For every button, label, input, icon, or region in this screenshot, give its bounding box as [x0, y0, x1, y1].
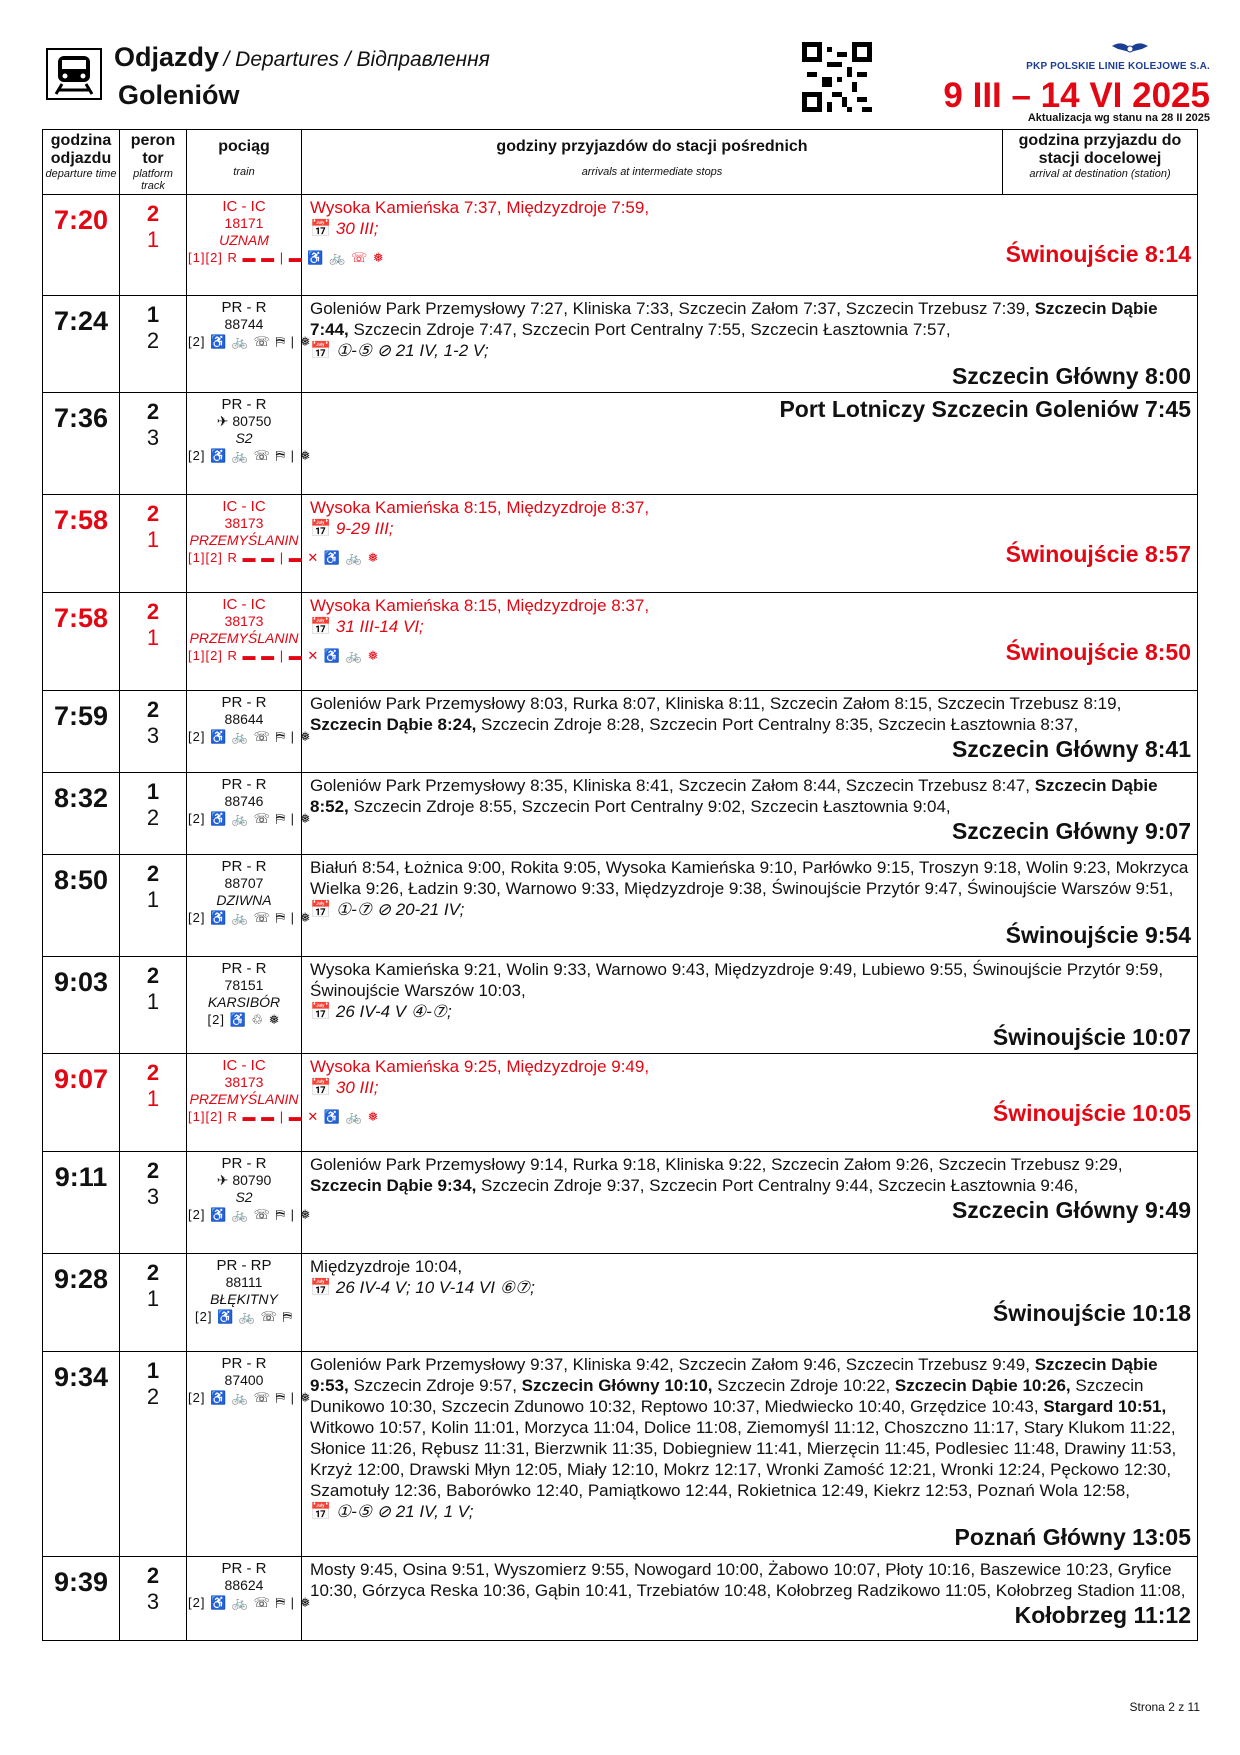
intermediate-stops: Białuń 8:54, Łożnica 9:00, Rokita 9:05, Wysoka Kamieńska 9:10, Parłówko 9:15, Troszyn 9:18, Wolin 9:23, Mokrzyca Wielka 9:26, Ładzin 9:30, Warnowo 9:33, Międzyzdroje 9:38, Świnoujście Przytór 9:47, Świnoujście Warszów 9:51,	[310, 858, 1189, 898]
intermediate-stops: Wysoka Kamieńska 7:37, Międzyzdroje 7:59,	[310, 198, 650, 217]
table-row	[43, 296, 1198, 393]
platform-track: 2 1	[120, 855, 187, 957]
intermediate-stops: Goleniów Park Przemysłowy 9:37, Kliniska 9:42, Szczecin Załom 9:46, Szczecin Trzebusz 9:49, Szczecin Dąbie 9:53, Szczecin Zdroje 9:57, Szczecin Główny 10:10, Szczecin Zdroje 10:22, Szczecin Dąbie 10:26, Szczecin Dunikowo 10:30, Szczecin Zdunowo 10:32, Reptowo 10:37, Miedwiecko 10:40, Grzędzice 10:43, Stargard 10:51, Witkowo 10:57, Kolin 11:01, Morzyca 11:04, Dolice 11:08, Ziemomyśl 11:12, Choszczno 11:17, Stary Klukom 11:22, Słonice 11:26, Rębusz 11:31, Bierzwnik 11:35, Dobiegniew 11:41, Mierzęcin 11:45, Podlesiec 11:48, Drawiny 11:53, Krzyż 12:00, Drawski Młyn 12:05, Miały 12:10, Mokrz 12:17, Wronki Zamość 12:21, Wronki 12:24, Pęckowo 12:30, Szamotuły 12:36, Baborówko 12:40, Pamiątkowo 12:44, Rokietnica 12:49, Kiekrz 12:53, Poznań Wola 12:58,	[310, 1355, 1177, 1500]
train-category: PR - R	[221, 776, 267, 793]
route-cell	[302, 773, 1198, 855]
destination: Świnoujście 8:50	[1005, 639, 1191, 665]
train-number: ✈ 80790	[216, 1172, 272, 1188]
train-amenity-icons: [1][2] R ▬ ▬ | ▬ ✕ ♿ 🚲 ❅	[188, 1109, 380, 1124]
table-row	[43, 1152, 1198, 1254]
train-amenity-icons: [2] ♿ 🚲 ☏ ⛿ | ❅	[188, 811, 312, 826]
update-date: Aktualizacja wg stanu na 28 II 2025	[1027, 112, 1210, 124]
platform-track: 2 1	[120, 593, 187, 691]
platform-track: 2 1	[120, 1254, 187, 1352]
train-number: 88744	[224, 316, 264, 332]
train-info	[187, 296, 312, 393]
route-cell	[302, 1557, 1198, 1641]
train-number: 88746	[224, 793, 264, 809]
train-name: PRZEMYŚLANIN	[189, 1091, 299, 1107]
table-row	[43, 393, 1198, 495]
train-name: BŁĘKITNY	[210, 1291, 278, 1307]
table-row	[43, 1254, 1198, 1352]
train-category: PR - R	[221, 1155, 267, 1172]
destination: Port Lotniczy Szczecin Goleniów 7:45	[779, 396, 1191, 422]
header-departure: godzina odjazdu departure time	[43, 130, 120, 195]
calendar-icon: 📅	[310, 1278, 336, 1297]
train-info	[187, 773, 312, 855]
train-amenity-icons: [2] ♿ 🚲 ☏ ⛿ | ❅	[188, 1390, 312, 1405]
train-amenity-icons: [1][2] R ▬ ▬ | ▬ ✕ ♿ 🚲 ❅	[188, 550, 380, 565]
departure-time: 9:03	[43, 957, 120, 1054]
train-number: ✈ 80750	[216, 413, 272, 429]
platform-track: 2 1	[120, 1054, 187, 1152]
train-number: 88707	[224, 875, 264, 891]
departure-time: 9:28	[43, 1254, 120, 1352]
destination: Świnoujście 10:07	[992, 1024, 1191, 1050]
table-row	[43, 195, 1198, 296]
departure-time: 8:50	[43, 855, 120, 957]
title-translations: / Departures / Відправлення	[223, 48, 490, 71]
departure-time: 7:58	[43, 495, 120, 593]
operating-days-note: 📅 26 IV-4 V ④-⑦;	[310, 1002, 452, 1021]
departure-time: 7:20	[43, 195, 120, 296]
table-row	[43, 957, 1198, 1054]
train-name: PRZEMYŚLANIN	[189, 630, 299, 646]
train-number: 88111	[225, 1274, 263, 1290]
destination: Szczecin Główny 8:00	[951, 363, 1191, 389]
calendar-icon: 📅	[310, 519, 336, 538]
departure-time: 7:36	[43, 393, 120, 495]
table-header-row	[43, 130, 1198, 195]
train-name: S2	[235, 1189, 253, 1205]
route-cell	[302, 957, 1198, 1054]
departure-time: 9:39	[43, 1557, 120, 1641]
table-row	[43, 593, 1198, 691]
train-number: 38173	[224, 613, 264, 629]
departure-time: 7:58	[43, 593, 120, 691]
train-amenity-icons: [2] ♿ 🚲 ☏ ⛿ | ❅	[188, 1207, 312, 1222]
route-cell	[302, 495, 1198, 593]
operating-days-note: 📅 30 III;	[310, 1078, 379, 1097]
train-amenity-icons: [2] ♿ ♲ ❅	[207, 1012, 281, 1027]
train-category: PR - R	[221, 694, 267, 711]
table-row	[43, 855, 1198, 957]
route-cell	[302, 1152, 1198, 1254]
operating-days-note: 📅 ①-⑤ ⊘ 21 IV, 1-2 V;	[310, 341, 489, 360]
train-amenity-icons: [2] ♿ 🚲 ☏ ⛿ | ❅	[188, 448, 312, 463]
train-number: 87400	[224, 1372, 264, 1388]
train-name: PRZEMYŚLANIN	[189, 532, 299, 548]
train-info	[187, 1557, 312, 1641]
operating-days-note: 📅 31 III-14 VI;	[310, 617, 424, 636]
train-number: 88624	[224, 1577, 264, 1593]
destination: Kołobrzeg 11:12	[1014, 1602, 1191, 1628]
operator-name: PKP POLSKIE LINIE KOLEJOWE S.A.	[1026, 61, 1210, 72]
header	[42, 40, 1210, 128]
train-number: 38173	[224, 1074, 264, 1090]
route-cell	[302, 1254, 1198, 1352]
train-category: PR - R	[221, 960, 267, 977]
intermediate-stops: Wysoka Kamieńska 8:15, Międzyzdroje 8:37,	[310, 596, 650, 615]
train-name: KARSIBÓR	[207, 994, 281, 1010]
train-category: PR - R	[221, 1560, 267, 1577]
destination: Poznań Główny 13:05	[954, 1524, 1191, 1550]
table-row	[43, 1557, 1198, 1641]
departures-table	[42, 129, 1198, 1641]
platform-track: 1 2	[120, 296, 187, 393]
intermediate-stops: Goleniów Park Przemysłowy 8:35, Kliniska 8:41, Szczecin Załom 8:44, Szczecin Trzebusz 8:47, Szczecin Dąbie 8:52, Szczecin Zdroje 8:55, Szczecin Port Centralny 9:02, Szczecin Łasztownia 9:04,	[310, 776, 1158, 816]
train-category: PR - R	[221, 858, 267, 875]
destination: Szczecin Główny 9:49	[951, 1197, 1191, 1223]
intermediate-stops: Goleniów Park Przemysłowy 8:03, Rurka 8:07, Kliniska 8:11, Szczecin Załom 8:15, Szczecin Trzebusz 8:19, Szczecin Dąbie 8:24, Szczecin Zdroje 8:28, Szczecin Port Centralny 8:35, Szczecin Łasztownia 8:37,	[310, 694, 1122, 734]
train-amenity-icons: [2] ♿ 🚲 ☏ ⛿ | ❅	[188, 910, 312, 925]
train-info	[187, 393, 312, 495]
page-title: Odjazdy	[114, 42, 220, 72]
train-info	[187, 691, 312, 773]
train-name: S2	[235, 430, 253, 446]
destination: Szczecin Główny 8:41	[951, 736, 1191, 762]
platform-track: 2 1	[120, 195, 187, 296]
intermediate-stops: Wysoka Kamieńska 9:25, Międzyzdroje 9:49,	[310, 1057, 650, 1076]
route-cell	[302, 195, 1198, 296]
train-amenity-icons: [2] ♿ 🚲 ☏ ⛿ | ❅	[188, 729, 312, 744]
platform-track: 1 2	[120, 1352, 187, 1557]
train-category: PR - R	[221, 299, 267, 316]
train-number: 78151	[224, 977, 264, 993]
train-amenity-icons: [1][2] R ▬ ▬ | ▬ ✕ ♿ 🚲 ❅	[188, 648, 380, 663]
table-row	[43, 1352, 1198, 1557]
destination: Świnoujście 8:57	[1005, 541, 1191, 567]
calendar-icon: 📅	[310, 617, 336, 636]
train-category: IC - IC	[222, 198, 266, 215]
page-number: Strona 2 z 11	[1129, 1700, 1200, 1714]
train-category: IC - IC	[222, 498, 266, 515]
intermediate-stops: Wysoka Kamieńska 9:21, Wolin 9:33, Warnowo 9:43, Międzyzdroje 9:49, Lubiewo 9:55, Świnoujście Przytór 9:59, Świnoujście Warszów 10:03,	[310, 960, 1164, 1000]
calendar-icon: 📅	[310, 1502, 336, 1521]
station-name: Goleniów	[118, 80, 240, 110]
operating-days-note: 📅 ①-⑦ ⊘ 20-21 IV;	[310, 900, 465, 919]
header-train: pociąg train	[187, 130, 302, 195]
table-row	[43, 691, 1198, 773]
calendar-icon: 📅	[310, 219, 336, 238]
intermediate-stops: Międzyzdroje 10:04,	[310, 1257, 463, 1276]
train-info	[187, 1152, 312, 1254]
table-row	[43, 1054, 1198, 1152]
destination: Szczecin Główny 9:07	[951, 818, 1191, 844]
route-cell	[302, 593, 1198, 691]
departure-time: 7:59	[43, 691, 120, 773]
calendar-icon: 📅	[310, 1078, 336, 1097]
calendar-icon: 📅	[310, 1002, 336, 1021]
train-category: IC - IC	[222, 1057, 266, 1074]
intermediate-stops: Goleniów Park Przemysłowy 9:14, Rurka 9:18, Kliniska 9:22, Szczecin Załom 9:26, Szczecin Trzebusz 9:29, Szczecin Dąbie 9:34, Szczecin Zdroje 9:37, Szczecin Port Centralny 9:44, Szczecin Łasztownia 9:46,	[310, 1155, 1123, 1195]
train-number: 88644	[224, 711, 264, 727]
qr-code-icon	[802, 42, 872, 112]
validity-period: 9 III – 14 VI 2025	[943, 76, 1210, 115]
route-cell	[302, 393, 1198, 495]
train-info	[187, 1254, 302, 1352]
destination: Świnoujście 9:54	[1005, 922, 1191, 948]
header-platform: peron tor platform track	[120, 130, 187, 195]
train-info	[187, 1352, 312, 1557]
train-category: IC - IC	[222, 596, 266, 613]
platform-track: 2 3	[120, 393, 187, 495]
platform-track: 2 3	[120, 1557, 187, 1641]
train-number: 18171	[224, 215, 264, 231]
train-name: UZNAM	[219, 232, 269, 248]
operating-days-note: 📅 9-29 III;	[310, 519, 394, 538]
departure-time: 9:34	[43, 1352, 120, 1557]
intermediate-stops: Wysoka Kamieńska 8:15, Międzyzdroje 8:37,	[310, 498, 650, 517]
table-row	[43, 495, 1198, 593]
table-row	[43, 773, 1198, 855]
intermediate-stops: Goleniów Park Przemysłowy 7:27, Kliniska 7:33, Szczecin Załom 7:37, Szczecin Trzebusz 7:39, Szczecin Dąbie 7:44, Szczecin Zdroje 7:47, Szczecin Port Centralny 7:55, Szczecin Łasztownia 7:57,	[310, 299, 1158, 339]
departure-time: 9:07	[43, 1054, 120, 1152]
route-cell	[302, 691, 1198, 773]
departure-time: 9:11	[43, 1152, 120, 1254]
platform-track: 2 3	[120, 691, 187, 773]
calendar-icon: 📅	[310, 341, 336, 360]
route-cell	[302, 296, 1198, 393]
header-destination: godzina przyjazdu do stacji docelowej arrival at destination (station)	[1003, 130, 1198, 195]
header-intermediate: godziny przyjazdów do stacji pośrednich arrivals at intermediate stops	[302, 130, 1003, 195]
train-info	[187, 957, 302, 1054]
train-amenity-icons: [2] ♿ 🚲 ☏ ⛿	[195, 1309, 293, 1324]
train-amenity-icons: [1][2] R ▬ ▬ | ▬ ♿ 🚲 ☏ ❅	[188, 250, 385, 265]
route-cell	[302, 855, 1198, 957]
route-cell	[302, 1352, 1198, 1557]
calendar-icon: 📅	[310, 900, 336, 919]
platform-track: 1 2	[120, 773, 187, 855]
intermediate-stops: Mosty 9:45, Osina 9:51, Wyszomierz 9:55, Nowogard 10:00, Żabowo 10:07, Płoty 10:16, Baszewice 10:23, Gryfice 10:30, Górzyca Reska 10:36, Gąbin 10:41, Trzebiatów 10:48, Kołobrzeg Radzikowo 11:05, Kołobrzeg Stadion 11:08,	[310, 1560, 1186, 1600]
train-icon	[46, 48, 102, 100]
train-info	[187, 855, 312, 957]
train-category: PR - R	[221, 396, 267, 413]
train-category: PR - R	[221, 1355, 267, 1372]
pkp-logo-icon	[1010, 42, 1210, 61]
train-amenity-icons: [2] ♿ 🚲 ☏ ⛿ | ❅	[188, 334, 312, 349]
operating-days-note: 📅 30 III;	[310, 219, 379, 238]
platform-track: 2 3	[120, 1152, 187, 1254]
departure-time: 8:32	[43, 773, 120, 855]
train-category: PR - RP	[216, 1257, 272, 1274]
destination: Świnoujście 8:14	[1005, 241, 1191, 267]
platform-track: 2 1	[120, 495, 187, 593]
destination: Świnoujście 10:05	[992, 1100, 1191, 1126]
destination: Świnoujście 10:18	[992, 1300, 1191, 1326]
platform-track: 2 1	[120, 957, 187, 1054]
train-number: 38173	[224, 515, 264, 531]
train-name: DZIWNA	[216, 892, 272, 908]
departure-time: 7:24	[43, 296, 120, 393]
train-amenity-icons: [2] ♿ 🚲 ☏ ⛿ | ❅	[188, 1595, 312, 1610]
operating-days-note: 📅 ①-⑤ ⊘ 21 IV, 1 V;	[310, 1502, 474, 1521]
operating-days-note: 📅 26 IV-4 V; 10 V-14 VI ⑥⑦;	[310, 1278, 535, 1297]
route-cell	[302, 1054, 1198, 1152]
